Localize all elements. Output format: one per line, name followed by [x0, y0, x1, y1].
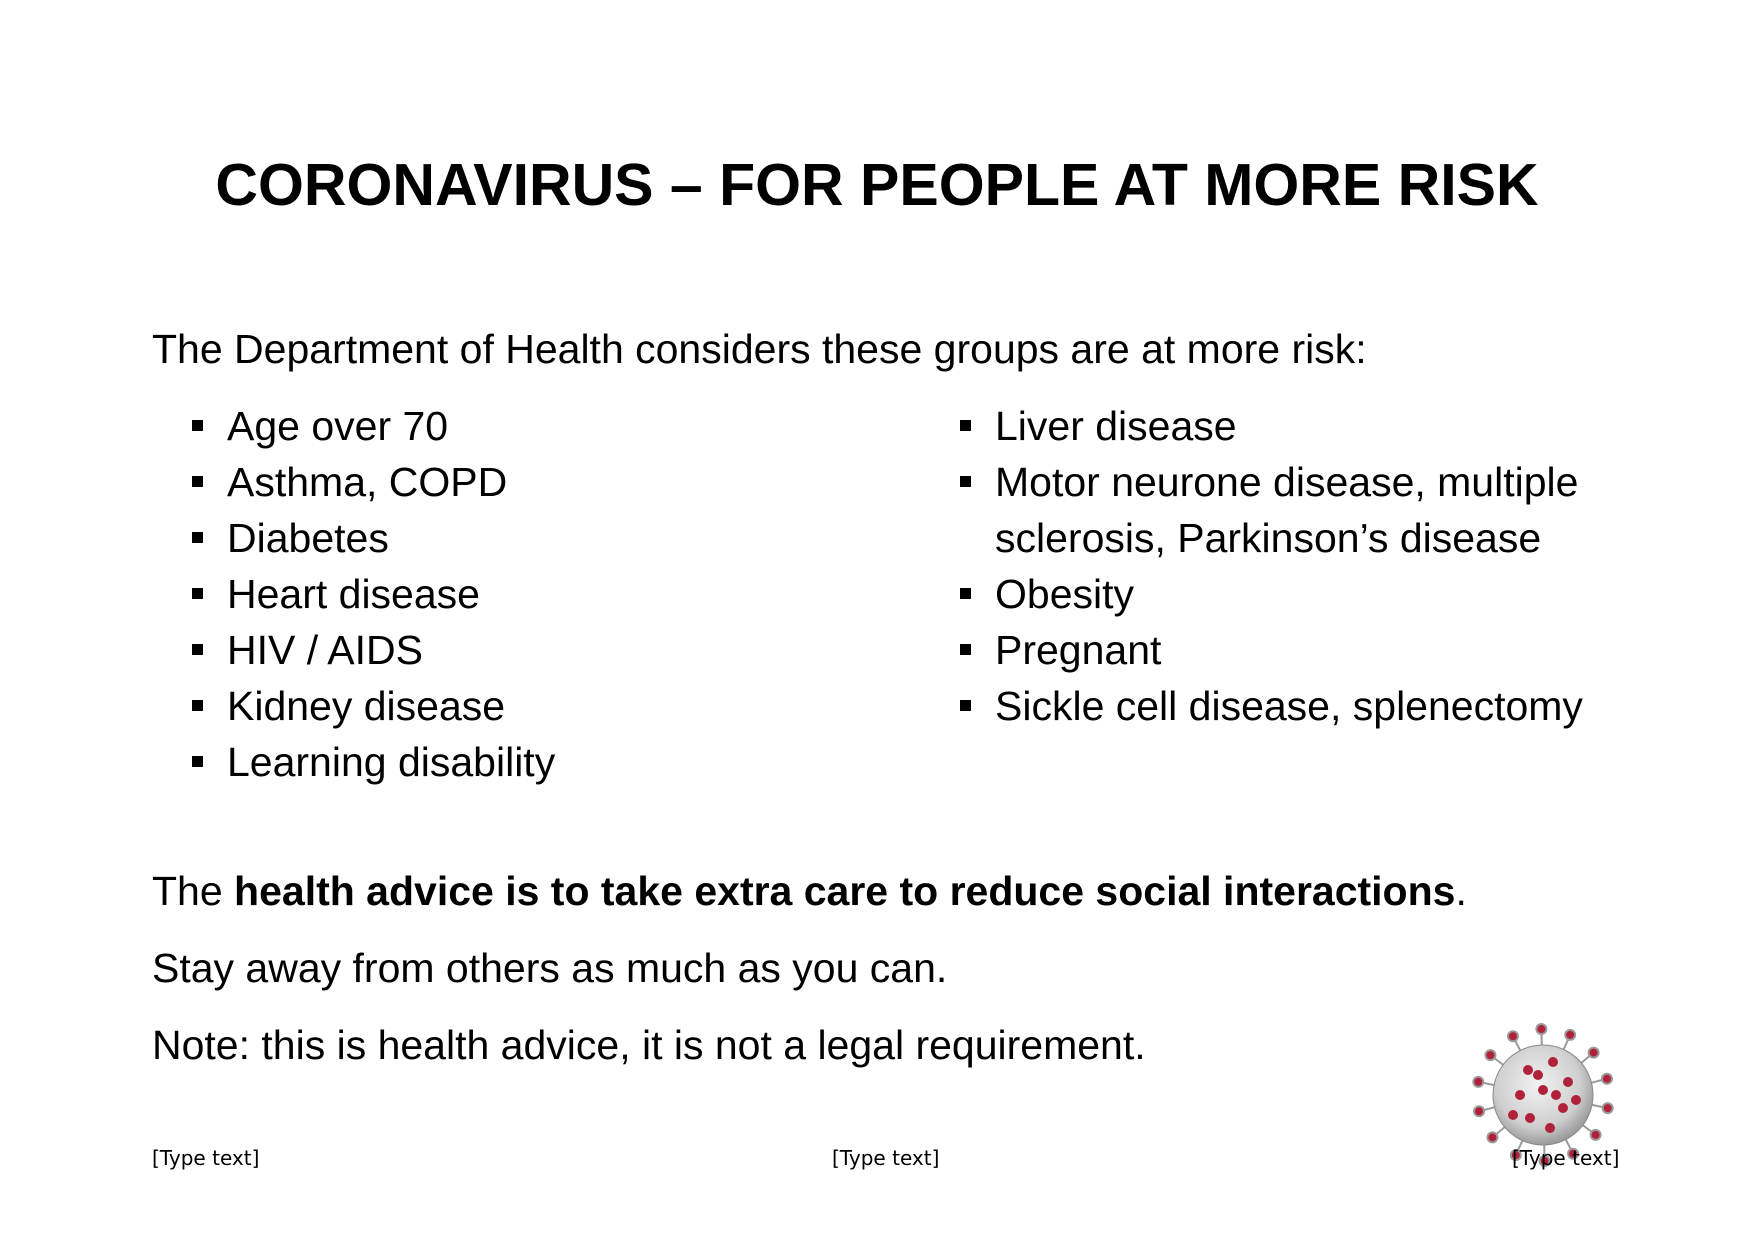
list-item-label: Obesity [995, 571, 1134, 617]
list-item-label: HIV / AIDS [227, 627, 423, 673]
list-item-label: Diabetes [227, 515, 389, 561]
list-item [192, 678, 892, 734]
virus-surface-protein [1515, 1090, 1525, 1100]
square-bullet-icon [960, 588, 971, 599]
square-bullet-icon [960, 644, 971, 655]
footer-right-text: [Type text] [1512, 1146, 1620, 1170]
virus-surface-protein [1558, 1103, 1568, 1113]
stay-away-paragraph: Stay away from others as much as you can. [152, 945, 948, 991]
note-paragraph: Note: this is health advice, it is not a legal requirement. [152, 1022, 1146, 1068]
risk-list-right [960, 398, 1660, 734]
list-item-label: sclerosis, Parkinson’s disease [995, 515, 1542, 561]
footer-left-text: [Type text] [152, 1146, 260, 1170]
virus-spike-tip [1565, 1030, 1575, 1040]
virus-spike-tip [1603, 1103, 1613, 1113]
virus-spike-tip [1589, 1048, 1599, 1058]
list-item-label: Heart disease [227, 571, 480, 617]
square-bullet-icon [960, 476, 971, 487]
virus-surface-protein [1538, 1085, 1548, 1095]
list-item [192, 454, 892, 510]
virus-surface-protein [1523, 1065, 1533, 1075]
virus-surface-protein [1551, 1090, 1561, 1100]
list-item-label: Pregnant [995, 627, 1162, 673]
list-item-label: Sickle cell disease, splenectomy [995, 683, 1583, 729]
list-item-label: Age over 70 [227, 403, 449, 449]
square-bullet-icon [960, 420, 971, 431]
square-bullet-icon [192, 588, 203, 599]
square-bullet-icon [192, 476, 203, 487]
list-item [960, 566, 1660, 622]
list-item [192, 566, 892, 622]
virus-spike-tip [1536, 1024, 1546, 1034]
list-item-label: Learning disability [227, 739, 556, 785]
virus-surface-protein [1563, 1077, 1573, 1087]
virus-surface-protein [1548, 1057, 1558, 1067]
square-bullet-icon [192, 532, 203, 543]
list-item [960, 454, 1660, 510]
list-item [960, 622, 1660, 678]
list-item [192, 734, 892, 790]
square-bullet-icon [192, 756, 203, 767]
virus-spike-tip [1602, 1074, 1612, 1084]
risk-list-left [192, 398, 892, 790]
list-item-continuation [960, 510, 1660, 566]
advice-bold-text: health advice is to take extra care to reduce social interactions [234, 868, 1456, 914]
square-bullet-icon [960, 700, 971, 711]
footer-center-text: [Type text] [832, 1146, 940, 1170]
virus-spike-tip [1591, 1130, 1601, 1140]
virus-spike-tip [1473, 1077, 1483, 1087]
square-bullet-icon [192, 644, 203, 655]
advice-suffix: . [1455, 868, 1467, 914]
intro-text: The Department of Health considers these groups are at more risk: [152, 326, 1367, 372]
advice-prefix: The [152, 868, 235, 914]
list-item [192, 398, 892, 454]
virus-spike-tip [1485, 1050, 1495, 1060]
list-item-label: Liver disease [995, 403, 1237, 449]
square-bullet-icon [192, 700, 203, 711]
virus-surface-protein [1571, 1095, 1581, 1105]
virus-spike-tip [1508, 1031, 1518, 1041]
list-item-label: Asthma, COPD [227, 459, 508, 505]
page-title: CORONAVIRUS – FOR PEOPLE AT MORE RISK [215, 152, 1539, 218]
virus-surface-protein [1508, 1110, 1518, 1120]
list-item-label: Motor neurone disease, multiple [995, 459, 1579, 505]
list-item [960, 398, 1660, 454]
virus-surface-protein [1545, 1123, 1555, 1133]
virus-surface-protein [1525, 1113, 1535, 1123]
virus-spike-tip [1474, 1106, 1484, 1116]
list-item [960, 678, 1660, 734]
list-item [192, 510, 892, 566]
virus-spike-tip [1487, 1132, 1497, 1142]
list-item [192, 622, 892, 678]
advice-paragraph [152, 866, 1467, 916]
virus-surface-protein [1533, 1070, 1543, 1080]
list-item-label: Kidney disease [227, 683, 506, 729]
square-bullet-icon [192, 420, 203, 431]
